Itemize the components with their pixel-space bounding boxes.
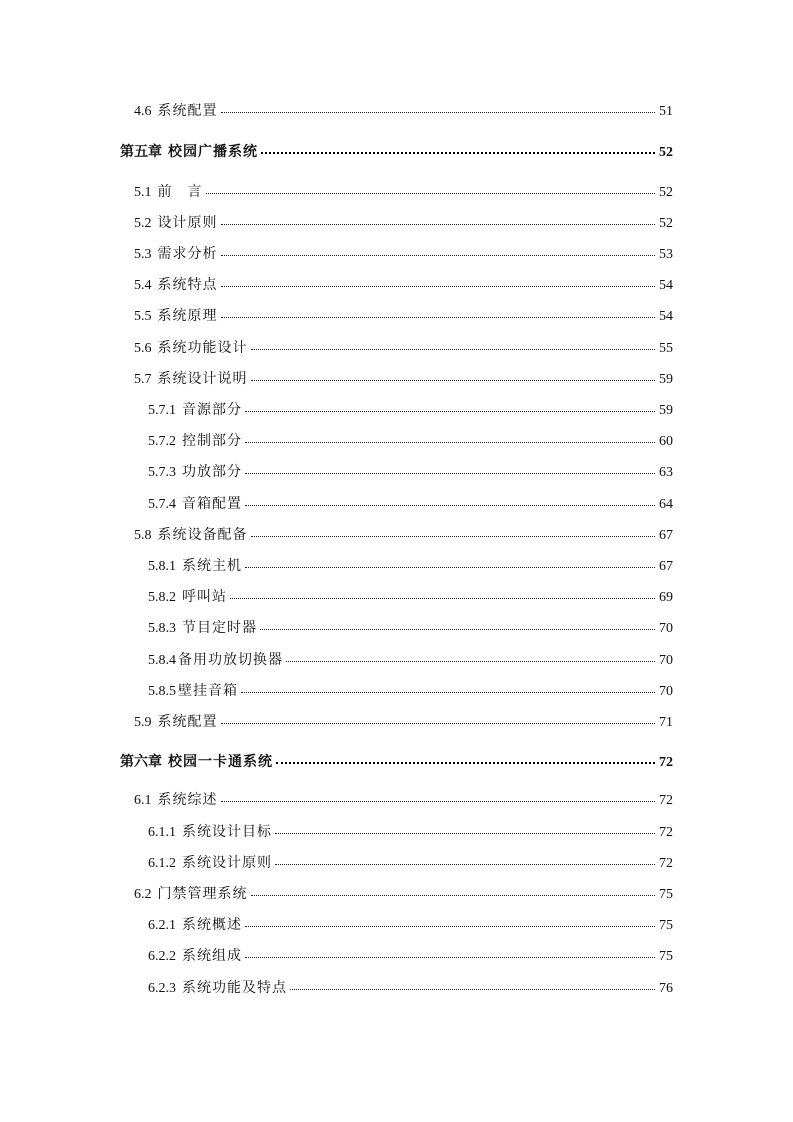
toc-entry-title: 系统设计目标: [182, 825, 272, 840]
toc-entry-number: 5.8: [134, 528, 152, 543]
dot-leader: [245, 400, 655, 414]
toc-entry[interactable]: [134, 369, 673, 389]
toc-entry[interactable]: [134, 182, 673, 202]
dot-leader: [221, 101, 656, 115]
toc-entry[interactable]: [134, 884, 673, 904]
toc-entry-title: 控制部分: [182, 434, 242, 449]
toc-entry-number: 6.1: [134, 793, 152, 808]
toc-entry-number: 6.2.3: [148, 981, 176, 996]
dot-leader: [221, 244, 656, 258]
toc-entry[interactable]: [134, 275, 673, 295]
toc-entry-number: 5.8.1: [148, 559, 176, 574]
toc-entry-number: 5.7.3: [148, 465, 176, 480]
toc-entry-page-number: 52: [659, 185, 673, 200]
toc-entry-title: 校园广播系统: [168, 143, 258, 159]
toc-entry-title: 系统设计原则: [182, 856, 272, 871]
toc-entry[interactable]: [148, 946, 673, 966]
toc-entry[interactable]: [134, 338, 673, 358]
toc-entry-number: 6.2: [134, 887, 152, 902]
dot-leader: [275, 822, 655, 836]
toc-entry-number: 6.1.1: [148, 825, 176, 840]
toc-entry-page-number: 52: [659, 145, 673, 160]
dot-leader: [221, 712, 656, 726]
toc-entry-title: 系统设计说明: [157, 372, 248, 387]
toc-entry-page-number: 75: [659, 918, 673, 933]
toc-entry-title: 系统配置: [157, 104, 218, 119]
toc-entry-title: 设计原则: [157, 216, 218, 231]
toc-entry-title: 系统配置: [157, 715, 218, 730]
toc-entry[interactable]: [148, 681, 673, 701]
toc-entry[interactable]: [134, 101, 673, 121]
toc-entry[interactable]: [148, 462, 673, 482]
toc-entry-number: 4.6: [134, 104, 152, 119]
toc-entry-page-number: 67: [659, 528, 673, 543]
toc-entry-title: 备用功放切换器: [178, 653, 283, 668]
toc-entry-number: 5.7: [134, 372, 152, 387]
toc-entry-page-number: 54: [659, 309, 673, 324]
toc-entry-number: 5.2: [134, 216, 152, 231]
toc-entry-page-number: 75: [659, 887, 673, 902]
toc-entry[interactable]: [148, 587, 673, 607]
toc-entry-number: 5.7.1: [148, 403, 176, 418]
toc-entry[interactable]: [148, 494, 673, 514]
toc-entry-title: 系统组成: [182, 949, 242, 964]
toc-entry-title: 系统原理: [157, 309, 218, 324]
toc-entry-number: 6.2.1: [148, 918, 176, 933]
dot-leader: [221, 213, 656, 227]
dot-leader: [245, 556, 655, 570]
toc-entry-page-number: 70: [659, 653, 673, 668]
toc-entry-number: 5.9: [134, 715, 152, 730]
dot-leader: [245, 946, 655, 960]
toc-entry-page-number: 59: [659, 403, 673, 418]
toc-entry-title: 系统功能及特点: [182, 981, 287, 996]
toc-entry[interactable]: [134, 244, 673, 264]
toc-entry-title: 系统功能设计: [157, 341, 248, 356]
toc-entry-number: 5.7.4: [148, 497, 176, 512]
toc-entry[interactable]: [148, 431, 673, 451]
dot-leader: [275, 853, 655, 867]
toc-entry-title: 呼叫站: [182, 590, 227, 605]
toc-entry-page-number: 67: [659, 559, 673, 574]
toc-entry-page-number: 59: [659, 372, 673, 387]
toc-entry-number: 5.5: [134, 309, 152, 324]
dot-leader: [251, 369, 656, 383]
dot-leader: [221, 275, 656, 289]
toc-entry-number: 5.8.5: [148, 684, 176, 699]
dot-leader: [245, 494, 655, 508]
toc-chapter-entry[interactable]: [120, 142, 673, 162]
toc-entry-number: 6.2.2: [148, 949, 176, 964]
toc-entry-title: 校园一卡通系统: [168, 753, 273, 769]
dot-leader: [230, 587, 655, 601]
toc-entry-title: 壁挂音箱: [178, 684, 238, 699]
toc-entry[interactable]: [134, 712, 673, 732]
toc-entry-page-number: 52: [659, 216, 673, 231]
toc-entry[interactable]: [148, 822, 673, 842]
toc-entry-page-number: 55: [659, 341, 673, 356]
toc-entry-title: 功放部分: [182, 465, 242, 480]
toc-entry-title: 需求分析: [157, 247, 218, 262]
toc-entry-page-number: 72: [659, 856, 673, 871]
dot-leader: [245, 915, 655, 929]
toc-entry-number: 5.7.2: [148, 434, 176, 449]
toc-entry-number: 5.1: [134, 185, 152, 200]
dot-leader: [290, 978, 655, 992]
dot-leader: [276, 752, 655, 766]
toc-entry-number: 第六章: [120, 753, 162, 769]
toc-entry-number: 6.1.2: [148, 856, 176, 871]
toc-entry[interactable]: [148, 650, 673, 670]
toc-entry[interactable]: [134, 790, 673, 810]
dot-leader: [245, 431, 655, 445]
dot-leader: [260, 618, 655, 632]
toc-entry-number: 5.4: [134, 278, 152, 293]
toc-entry[interactable]: [134, 525, 673, 545]
toc-chapter-entry[interactable]: [120, 752, 673, 772]
toc-entry-page-number: 76: [659, 981, 673, 996]
dot-leader: [251, 525, 656, 539]
toc-entry-number: 5.8.3: [148, 621, 176, 636]
toc-entry-page-number: 69: [659, 590, 673, 605]
toc-entry-page-number: 75: [659, 949, 673, 964]
toc-entry-title: 音源部分: [182, 403, 242, 418]
toc-entry-number: 5.8.2: [148, 590, 176, 605]
toc-entry-title: 系统特点: [157, 278, 218, 293]
toc-entry-title: 门禁管理系统: [157, 887, 248, 902]
toc-entry-number: 5.6: [134, 341, 152, 356]
dot-leader: [221, 306, 656, 320]
toc-entry-page-number: 64: [659, 497, 673, 512]
toc-entry-page-number: 60: [659, 434, 673, 449]
toc-entry-number: 第五章: [120, 143, 162, 159]
toc-entry-page-number: 70: [659, 621, 673, 636]
toc-entry-page-number: 70: [659, 684, 673, 699]
toc-entry[interactable]: [148, 400, 673, 420]
toc-entry-title: 系统综述: [157, 793, 218, 808]
toc-entry[interactable]: [134, 306, 673, 326]
toc-entry[interactable]: [148, 978, 673, 998]
dot-leader: [241, 681, 655, 695]
toc-entry-page-number: 51: [659, 104, 673, 119]
toc-entry-title: 系统主机: [182, 559, 242, 574]
toc-entry-page-number: 72: [659, 793, 673, 808]
dot-leader: [245, 462, 655, 476]
toc-entry-title: 音箱配置: [182, 497, 242, 512]
toc-entry-title: 系统概述: [182, 918, 242, 933]
dot-leader: [221, 790, 656, 804]
toc-entry-page-number: 71: [659, 715, 673, 730]
dot-leader: [286, 650, 655, 664]
toc-entry-number: 5.3: [134, 247, 152, 262]
toc-entry-title: 系统设备配备: [157, 528, 248, 543]
dot-leader: [206, 182, 656, 196]
toc-entry-page-number: 54: [659, 278, 673, 293]
dot-leader: [251, 884, 656, 898]
toc-entry-page-number: 72: [659, 755, 673, 770]
dot-leader: [251, 338, 656, 352]
toc-entry-page-number: 72: [659, 825, 673, 840]
dot-leader: [261, 142, 655, 156]
toc-entry[interactable]: [148, 618, 673, 638]
toc-entry[interactable]: [148, 853, 673, 873]
toc-entry[interactable]: [148, 556, 673, 576]
toc-entry-page-number: 63: [659, 465, 673, 480]
toc-entry-page-number: 53: [659, 247, 673, 262]
toc-entry-title: 前 言: [157, 185, 203, 200]
toc-entry-number: 5.8.4: [148, 653, 176, 668]
toc-entry-title: 节目定时器: [182, 621, 257, 636]
toc-entry[interactable]: [148, 915, 673, 935]
toc-entry[interactable]: [134, 213, 673, 233]
